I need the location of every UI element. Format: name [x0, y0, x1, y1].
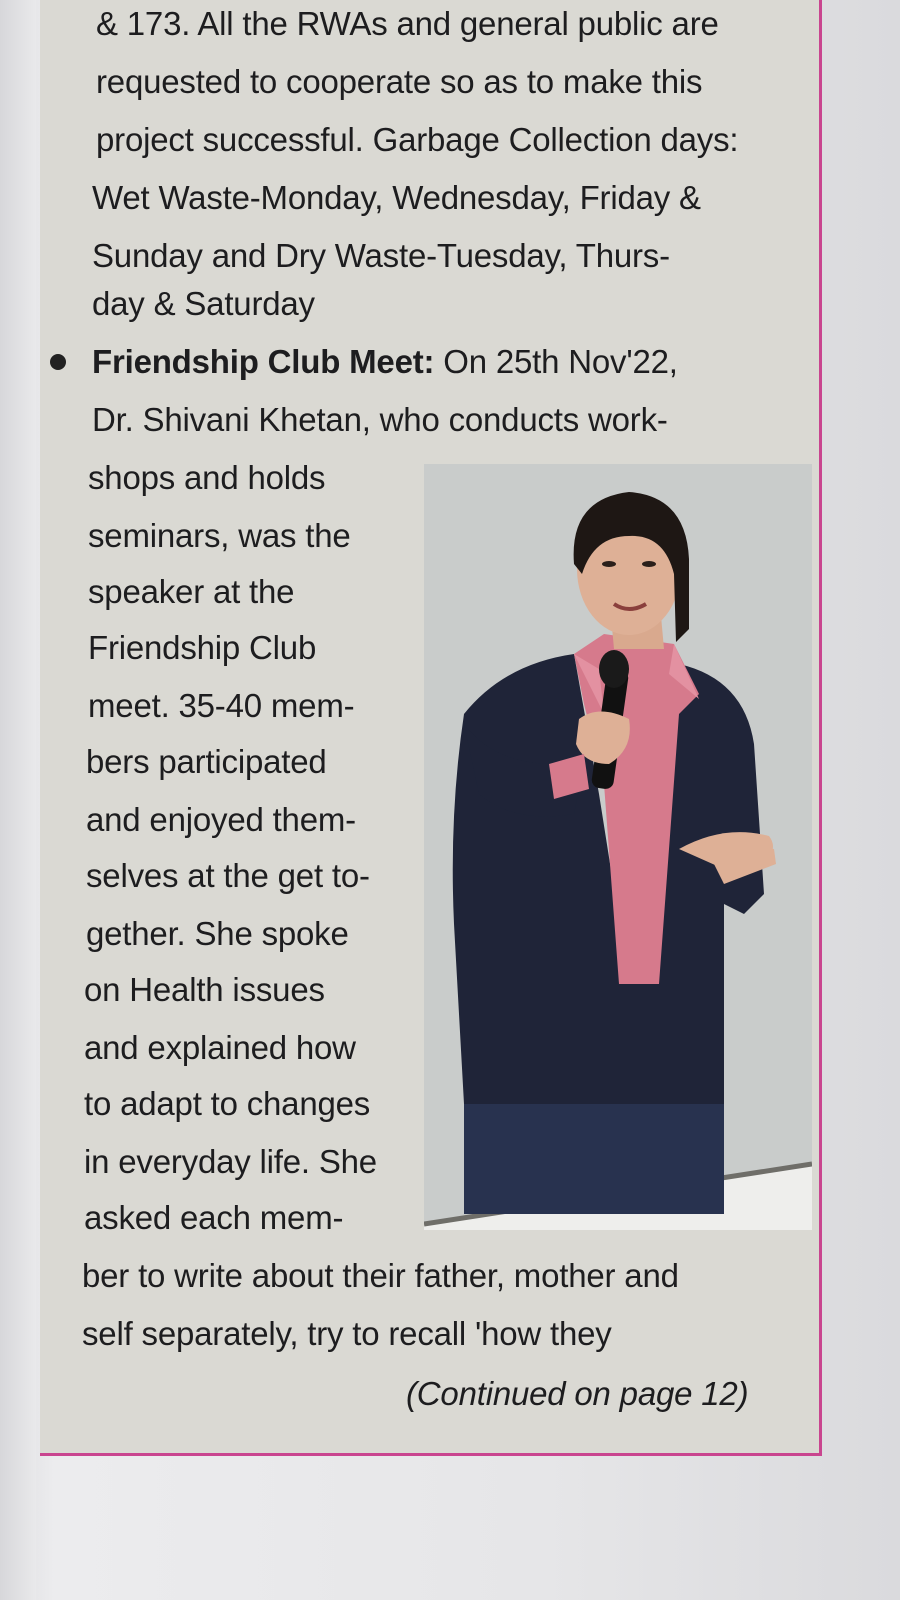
text-line: Sunday and Dry Waste-Tuesday, Thurs-: [92, 237, 670, 274]
section-heading: Friendship Club Meet:: [92, 343, 435, 380]
text-line: project successful. Garbage Collection days:: [96, 121, 739, 158]
text-line: Wet Waste-Monday, Wednesday, Friday &: [92, 179, 701, 216]
text-line: gether. She spoke: [86, 915, 349, 952]
text-line: and enjoyed them-: [86, 801, 356, 838]
text-line: day & Saturday: [92, 285, 315, 322]
text-line: speaker at the: [88, 573, 295, 610]
adjacent-page-edge: [0, 0, 36, 1600]
continued-note: (Continued on page 12): [406, 1375, 749, 1412]
speaker-illustration: [424, 464, 812, 1230]
friendship-club-heading-line: [92, 342, 678, 382]
text-line: meet. 35-40 mem-: [88, 687, 355, 724]
text-line: bers participated: [86, 743, 327, 780]
text-line: Friendship Club: [88, 629, 317, 666]
text-line: seminars, was the: [88, 517, 351, 554]
text-line: on Health issues: [84, 971, 325, 1008]
text-line: & 173. All the RWAs and general public are: [96, 5, 719, 42]
text-line: to adapt to changes: [84, 1085, 371, 1122]
text-line: in everyday life. She: [84, 1143, 377, 1180]
text-line: Dr. Shivani Khetan, who conducts work-: [92, 401, 668, 438]
bullet-point: [50, 354, 66, 370]
text-line: self separately, try to recall 'how they: [82, 1315, 612, 1352]
heading-rest: On 25th Nov'22,: [434, 343, 678, 380]
text-line: requested to cooperate so as to make this: [96, 63, 703, 100]
text-line: and explained how: [84, 1029, 356, 1066]
text-line: ber to write about their father, mother and: [82, 1257, 679, 1294]
text-line: asked each mem-: [84, 1199, 344, 1236]
speaker-photo: [424, 464, 812, 1230]
text-line: shops and holds: [88, 459, 326, 496]
text-line: selves at the get to-: [86, 857, 370, 894]
